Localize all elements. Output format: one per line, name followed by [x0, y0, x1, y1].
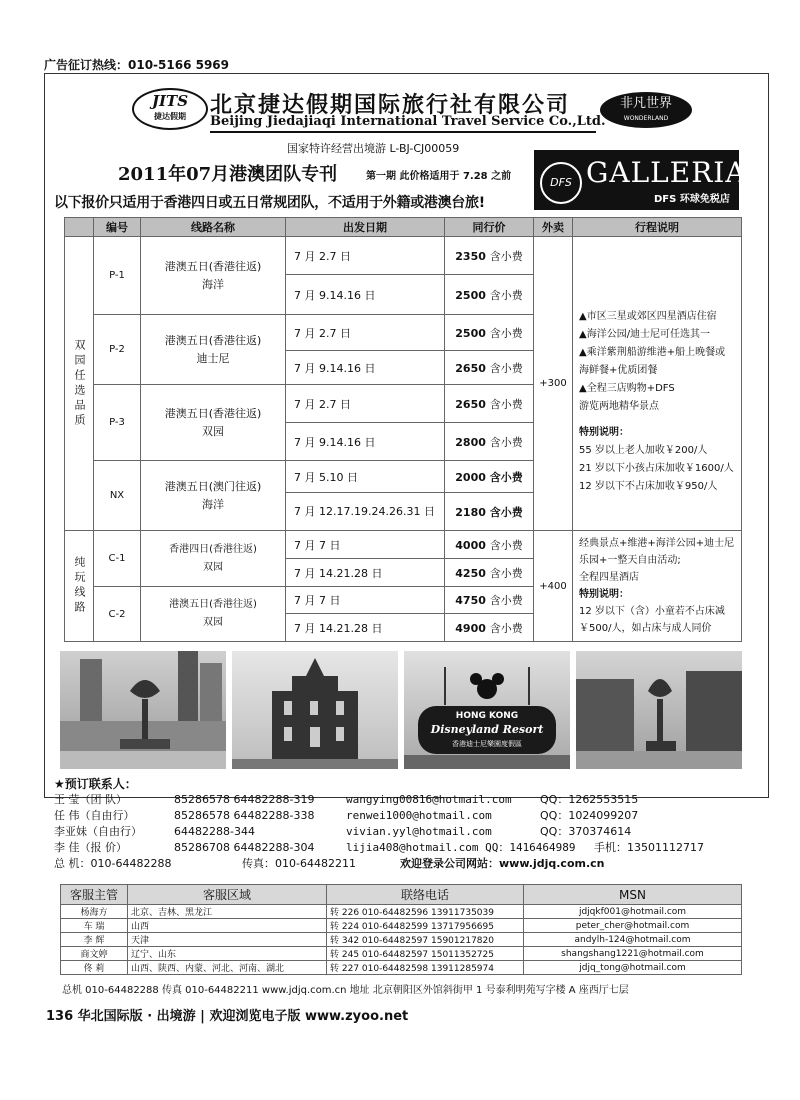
msn-link[interactable]: andylh-124@hotmail.com	[524, 933, 742, 947]
departure-date: 7 月 7 日	[286, 587, 445, 614]
email-link[interactable]: renwei1000@hotmail.com	[346, 809, 492, 822]
route-code: NX	[94, 461, 141, 531]
price: 2000 含小费	[445, 461, 534, 493]
general-phone: 总 机：010-64482288	[54, 857, 172, 870]
price: 2500 含小费	[445, 315, 534, 351]
itinerary-desc: ▲市区三星或郊区四星酒店住宿 ▲海洋公园/迪士尼可任选其一 ▲乘洋紫荆船游维港+船上晚餐或海鲜餐+优质团餐 ▲全程三店购物+DFS 游览两地精华景点 特别说明： 55 岁以上老人加收￥200/人 21 岁以下小孩占床加收￥1600/人 12 岁以下不占床加收￥950/人	[573, 237, 742, 531]
divider	[210, 131, 596, 133]
ruins-image	[232, 651, 398, 769]
route-name: 港澳五日(香港往返) 双园	[141, 385, 286, 461]
route-code: P-3	[94, 385, 141, 461]
group-label: 双园任选品质	[65, 237, 94, 531]
convention-image	[576, 651, 742, 769]
logo-text: JITS	[151, 92, 189, 110]
issue-title: 2011年07月港澳团队专刊	[118, 164, 338, 185]
price: 4750 含小费	[445, 587, 534, 614]
price-table	[64, 217, 742, 642]
price: 2650 含小费	[445, 351, 534, 385]
email-link[interactable]: lijia408@hotmail.com QQ：1416464989	[346, 841, 576, 854]
route-code: P-2	[94, 315, 141, 385]
departure-date: 7 月 5.10 日	[286, 461, 445, 493]
headline: 以下报价只适用于香港四日或五日常规团队，不适用于外籍或港澳台旅!	[54, 195, 485, 211]
disney-sign-main: Disneyland Resort	[430, 723, 544, 736]
galleria-sub: DFS 环球免税店	[654, 194, 730, 205]
table-row: 杨海方 北京、吉林、黑龙江 转 226 010-64482596 13911735039 jdjqkf001@hotmail.com	[61, 905, 742, 919]
route-name: 港澳五日(香港往返) 双园	[141, 587, 286, 642]
price: 2180 含小费	[445, 493, 534, 531]
photo-ruins-st-paul	[232, 651, 398, 769]
route-code: C-2	[94, 587, 141, 642]
header-route: 线路名称	[141, 218, 286, 237]
bauhinia-image	[60, 651, 226, 769]
header-price: 同行价	[445, 218, 534, 237]
route-name: 港澳五日(香港往返) 海洋	[141, 237, 286, 315]
departure-date: 7 月 14.21.28 日	[286, 559, 445, 587]
galleria-brand: GALLERIA	[586, 156, 747, 189]
departure-date: 7 月 2.7 日	[286, 385, 445, 423]
route-code: C-1	[94, 531, 141, 587]
company-name-cn: 北京捷达假期国际旅行社有限公司	[210, 92, 571, 118]
header-code: 编号	[94, 218, 141, 237]
msn-link[interactable]: peter_cher@hotmail.com	[524, 919, 742, 933]
price: 2500 含小费	[445, 275, 534, 315]
route-name: 香港四日(香港往返) 双园	[141, 531, 286, 587]
wonderland-badge	[600, 92, 692, 128]
fax: 传真：010-64482211	[242, 857, 356, 870]
departure-date: 7 月 9.14.16 日	[286, 423, 445, 461]
group-label: 纯玩线路	[65, 531, 94, 642]
jits-logo	[132, 88, 208, 130]
departure-date: 7 月 2.7 日	[286, 315, 445, 351]
license-text: 国家特许经营出境游 L-BJ-CJ00059	[287, 142, 460, 155]
departure-date: 7 月 7 日	[286, 531, 445, 559]
photo-convention-centre	[576, 651, 742, 769]
bottom-contact-line: 总机 010-64482288 传真 010-64482211 www.jdjq.com.cn 地址 北京朝阳区外馆斜街甲 1 号泰利明苑写字楼 A 座西厅七层	[62, 985, 629, 996]
extra-price: +300	[534, 237, 573, 531]
table-row: 李 辉 天津 转 342 010-64482597 15901217820 andylh-124@hotmail.com	[61, 933, 742, 947]
table-row: 车 瑞 山西 转 224 010-64482599 13717956695 peter_cher@hotmail.com	[61, 919, 742, 933]
logo-sub: 捷达假期	[154, 111, 186, 121]
route-name: 港澳五日(香港往返) 迪士尼	[141, 315, 286, 385]
price: 2650 含小费	[445, 385, 534, 423]
price: 2350 含小费	[445, 237, 534, 275]
email-link[interactable]: vivian.yyl@hotmail.com	[346, 825, 492, 838]
page-footer: 136 华北国际版 · 出境游 | 欢迎浏览电子版 www.zyoo.net	[46, 1009, 409, 1024]
table-row	[65, 237, 742, 275]
extra-price: +400	[534, 531, 573, 642]
departure-date: 7 月 14.21.28 日	[286, 614, 445, 642]
disneyland-image	[404, 651, 570, 769]
route-name: 港澳五日(澳门往返) 海洋	[141, 461, 286, 531]
header-extra: 外卖	[534, 218, 573, 237]
table-header-row: 客服主管 客服区域 联络电话 MSN	[61, 885, 742, 905]
price: 4900 含小费	[445, 614, 534, 642]
dfs-logo: DFS	[540, 162, 582, 204]
email-link[interactable]: wangying00816@hotmail.com	[346, 793, 512, 806]
photo-disneyland	[404, 651, 570, 769]
departure-date: 7 月 12.17.19.24.26.31 日	[286, 493, 445, 531]
price: 4000 含小费	[445, 531, 534, 559]
header-date: 出发日期	[286, 218, 445, 237]
table-row	[65, 531, 742, 559]
issue-subtitle: 第一期 此价格适用于 7.28 之前	[366, 171, 512, 182]
company-name-en: Beijing Jiedajiaqi International Travel Service Co.,Ltd.	[210, 114, 606, 129]
contacts-title: ★预订联系人：	[54, 777, 137, 791]
departure-date: 7 月 2.7 日	[286, 237, 445, 275]
price: 2800 含小费	[445, 423, 534, 461]
website-link[interactable]: 欢迎登录公司网站：www.jdjq.com.cn	[400, 857, 605, 870]
msn-link[interactable]: shangshang1221@hotmail.com	[524, 947, 742, 961]
itinerary-desc: 经典景点+维港+海洋公园+迪士尼乐园+一整天自由活动; 全程四星酒店 特别说明： 12 岁以下（含）小童若不占床减￥500/人，如占床与成人同价	[573, 531, 742, 642]
departure-date: 7 月 9.14.16 日	[286, 275, 445, 315]
disney-sign-cn: 香港迪士尼樂園度假區	[452, 740, 522, 748]
photo-golden-bauhinia	[60, 651, 226, 769]
msn-link[interactable]: jdjqkf001@hotmail.com	[524, 905, 742, 919]
table-row: 商文婷 辽宁、山东 转 245 010-64482597 15011352725 shangshang1221@hotmail.com	[61, 947, 742, 961]
badge-cn: 非凡世界	[619, 96, 672, 111]
departure-date: 7 月 9.14.16 日	[286, 351, 445, 385]
badge-en: WONDERLAND	[623, 115, 669, 122]
price: 4250 含小费	[445, 559, 534, 587]
header-desc: 行程说明	[573, 218, 742, 237]
msn-link[interactable]: jdjq_tong@hotmail.com	[524, 961, 742, 975]
route-code: P-1	[94, 237, 141, 315]
galleria-ad	[534, 150, 747, 210]
disney-sign-top: HONG KONG	[455, 711, 519, 721]
service-table	[60, 884, 742, 975]
table-header-row	[65, 218, 742, 237]
table-row: 佟 莉 山西、陕西、内蒙、河北、河南、湖北 转 227 010-64482598 13911285974 jdjq_tong@hotmail.com	[61, 961, 742, 975]
ad-hotline: 广告征订热线：010-5166 5969	[44, 58, 230, 72]
